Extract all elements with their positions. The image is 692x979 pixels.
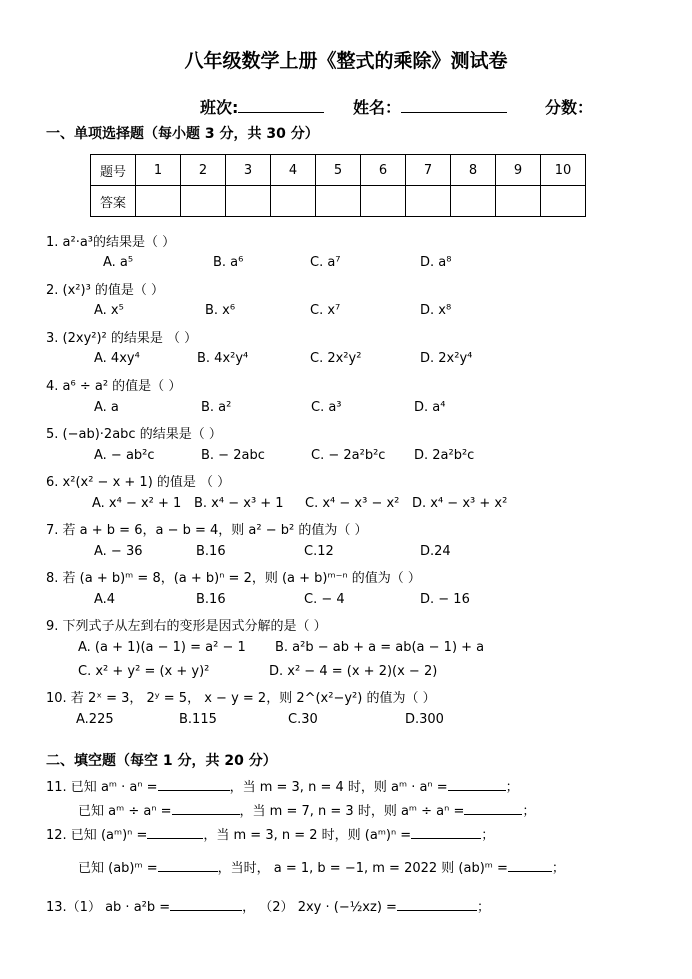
q1-option-c[interactable]: C. a⁷ (310, 255, 341, 270)
q6-option-c[interactable]: C. x⁴ − x³ − x² (305, 496, 400, 511)
q11-blank-2[interactable] (448, 774, 506, 791)
answer-table-num: 7 (406, 155, 451, 186)
q8-option-a[interactable]: A.4 (94, 592, 116, 607)
question-9-stem: 9. 下列式子从左到右的变形是因式分解的是（ ） (46, 619, 327, 634)
section2-heading: 二、填空题（每空 1 分，共 20 分） (46, 753, 277, 769)
q1-option-d[interactable]: D. a⁸ (420, 255, 452, 270)
q7-option-c[interactable]: C.12 (304, 544, 334, 559)
score-label: 分数： (545, 98, 594, 117)
answer-table-num: 6 (361, 155, 406, 186)
answer-cell[interactable] (226, 186, 271, 217)
q2-option-a[interactable]: A. x⁵ (94, 303, 124, 318)
q11-blank-3[interactable] (172, 798, 240, 815)
answer-cell[interactable] (406, 186, 451, 217)
question-1-stem: 1. a²·a³的结果是（ ） (46, 235, 176, 250)
name-label-text: 姓名： (353, 98, 402, 117)
answer-table-num: 5 (316, 155, 361, 186)
q12-line-2 (78, 855, 565, 876)
q12-blank-3[interactable] (158, 855, 218, 872)
q13-end: ； (476, 900, 490, 915)
q1-option-a[interactable]: A. a⁵ (103, 255, 134, 270)
q7-option-d[interactable]: D.24 (420, 544, 451, 559)
q12-line-1-mid: ，当 m = 3, n = 2 时，则 (aᵐ)ⁿ = (203, 828, 412, 843)
answer-table-answer-row (91, 186, 586, 217)
section1-heading: 一、单项选择题（每小题 3 分，共 30 分） (46, 126, 319, 142)
question-5-stem: 5. (−ab)·2abc 的结果是（ ） (46, 427, 222, 442)
class-label-text: 班次: (200, 98, 239, 117)
q11-blank-4[interactable] (464, 798, 522, 815)
answer-cell[interactable] (316, 186, 361, 217)
q11-line-2-left: 已知 aᵐ ÷ aⁿ = (78, 804, 172, 819)
q12-line-1-left: 12. 已知 (aᵐ)ⁿ = (46, 828, 148, 843)
q3-option-d[interactable]: D. 2x²y⁴ (420, 351, 473, 366)
q4-option-d[interactable]: D. a⁴ (414, 400, 446, 415)
q9-option-b[interactable]: B. a²b − ab + a = ab(a − 1) + a (275, 640, 485, 655)
q5-option-c[interactable]: C. − 2a²b²c (311, 448, 386, 463)
answer-table-num: 1 (136, 155, 181, 186)
q11-line-2 (78, 798, 535, 819)
answer-cell[interactable] (496, 186, 541, 217)
q13-line (46, 894, 490, 915)
answer-cell[interactable] (136, 186, 181, 217)
answer-table-num: 10 (541, 155, 586, 186)
answer-cell[interactable] (361, 186, 406, 217)
q5-option-d[interactable]: D. 2a²b²c (414, 448, 475, 463)
q6-option-a[interactable]: A. x⁴ − x² + 1 (92, 496, 182, 511)
q11-line-2-mid: ，当 m = 7, n = 3 时，则 aᵐ ÷ aⁿ = (239, 804, 465, 819)
question-3-stem: 3. (2xy²)² 的结果是 （ ） (46, 331, 198, 346)
q9-option-a[interactable]: A. (a + 1)(a − 1) = a² − 1 (78, 640, 246, 655)
class-blank[interactable] (238, 96, 324, 113)
q5-option-b[interactable]: B. − 2abc (201, 448, 265, 463)
question-2-stem: 2. (x²)³ 的值是（ ） (46, 283, 165, 298)
answer-cell[interactable] (181, 186, 226, 217)
q13-mid: ， （2） 2xy · (−½xz) = (242, 900, 397, 915)
answer-table-number-row (91, 155, 586, 186)
question-10-stem: 10. 若 2ˣ = 3， 2ʸ = 5， x − y = 2，则 2^(x²−y²) 的值为（ ） (46, 691, 436, 706)
q12-line-1-end: ； (481, 828, 495, 843)
question-8-stem: 8. 若 (a + b)ᵐ = 8，(a + b)ⁿ = 2，则 (a + b)ᵐ⁻ⁿ 的值为（ ） (46, 571, 421, 586)
answer-table-row2-label: 答案 (91, 186, 136, 217)
q12-blank-1[interactable] (147, 822, 203, 839)
answer-table-row1-label: 题号 (91, 155, 136, 186)
q12-blank-2[interactable] (411, 822, 481, 839)
q7-option-a[interactable]: A. − 36 (94, 544, 143, 559)
answer-table-num: 4 (271, 155, 316, 186)
answer-table-num: 9 (496, 155, 541, 186)
q10-option-d[interactable]: D.300 (405, 712, 444, 727)
q8-option-c[interactable]: C. − 4 (304, 592, 345, 607)
q1-option-b[interactable]: B. a⁶ (213, 255, 244, 270)
q11-blank-1[interactable] (158, 774, 230, 791)
question-7-stem: 7. 若 a + b = 6，a − b = 4，则 a² − b² 的值为（ ） (46, 523, 368, 538)
q6-option-d[interactable]: D. x⁴ − x³ + x² (412, 496, 508, 511)
q12-line-1 (46, 822, 494, 843)
q4-option-c[interactable]: C. a³ (311, 400, 342, 415)
q9-option-c[interactable]: C. x² + y² = (x + y)² (78, 664, 210, 679)
answer-cell[interactable] (541, 186, 586, 217)
q3-option-b[interactable]: B. 4x²y⁴ (197, 351, 249, 366)
answer-cell[interactable] (271, 186, 316, 217)
q12-blank-4[interactable] (508, 855, 552, 872)
q3-option-c[interactable]: C. 2x²y² (310, 351, 362, 366)
q2-option-c[interactable]: C. x⁷ (310, 303, 341, 318)
answer-cell[interactable] (451, 186, 496, 217)
q7-option-b[interactable]: B.16 (196, 544, 226, 559)
q3-option-a[interactable]: A. 4xy⁴ (94, 351, 140, 366)
q13-blank-2[interactable] (397, 894, 477, 911)
q11-line-1-end: ； (505, 780, 519, 795)
q12-line-2-mid: ，当时， a = 1, b = −1, m = 2022 则 (ab)ᵐ = (217, 861, 508, 876)
q6-option-b[interactable]: B. x⁴ − x³ + 1 (194, 496, 284, 511)
q11-line-1-mid: ，当 m = 3, n = 4 时，则 aᵐ · aⁿ = (229, 780, 448, 795)
answer-table-num: 3 (226, 155, 271, 186)
q2-option-b[interactable]: B. x⁶ (205, 303, 236, 318)
question-6-stem: 6. x²(x² − x + 1) 的值是 （ ） (46, 475, 231, 490)
q2-option-d[interactable]: D. x⁸ (420, 303, 452, 318)
answer-table-num: 8 (451, 155, 496, 186)
q8-option-d[interactable]: D. − 16 (420, 592, 470, 607)
q10-option-a[interactable]: A.225 (76, 712, 114, 727)
q13-blank-1[interactable] (170, 894, 242, 911)
q11-line-1-left: 11. 已知 aᵐ · aⁿ = (46, 780, 158, 795)
q5-option-a[interactable]: A. − ab²c (94, 448, 155, 463)
page-title: 八年级数学上册《整式的乘除》测试卷 (184, 50, 508, 72)
q10-option-c[interactable]: C.30 (288, 712, 318, 727)
q4-option-a[interactable]: A. a (94, 400, 119, 415)
q8-option-b[interactable]: B.16 (196, 592, 226, 607)
q12-line-2-end: ； (551, 861, 565, 876)
q10-option-b[interactable]: B.115 (179, 712, 217, 727)
question-4-stem: 4. a⁶ ÷ a² 的值是（ ） (46, 379, 182, 394)
answer-table-num: 2 (181, 155, 226, 186)
q4-option-b[interactable]: B. a² (201, 400, 232, 415)
q11-line-1 (46, 774, 519, 795)
name-label (353, 95, 507, 118)
class-label (200, 95, 324, 118)
name-blank[interactable] (401, 96, 507, 113)
q12-line-2-left: 已知 (ab)ᵐ = (78, 861, 158, 876)
q11-line-2-end: ； (522, 804, 536, 819)
answer-table (90, 154, 586, 217)
q13-left: 13.（1） ab · a²b = (46, 900, 171, 915)
q9-option-d[interactable]: D. x² − 4 = (x + 2)(x − 2) (269, 664, 438, 679)
